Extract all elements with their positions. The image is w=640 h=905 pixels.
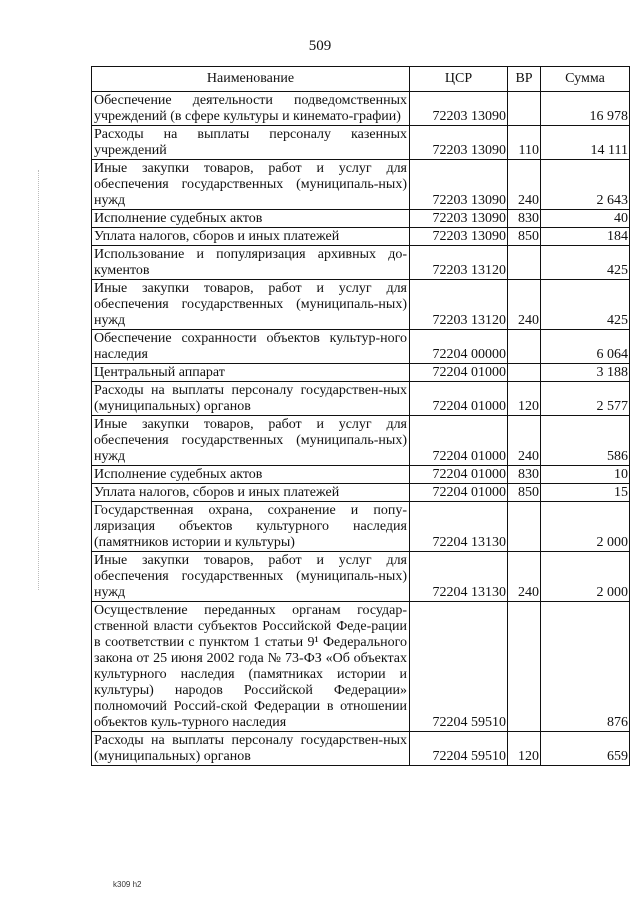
cell-sum: 40 bbox=[541, 210, 630, 228]
cell-sum: 2 000 bbox=[541, 552, 630, 602]
cell-sum: 6 064 bbox=[541, 330, 630, 364]
cell-name: Использование и популяризация архивных до-кументов bbox=[92, 246, 410, 280]
cell-csr: 72203 13090 bbox=[410, 92, 508, 126]
cell-vr bbox=[508, 330, 541, 364]
cell-sum: 2 000 bbox=[541, 502, 630, 552]
cell-sum: 876 bbox=[541, 602, 630, 732]
cell-vr bbox=[508, 364, 541, 382]
cell-name: Государственная охрана, сохранение и попу-ляризация объектов культурного наследия (памятников истории и культуры) bbox=[92, 502, 410, 552]
column-header-csr: ЦСР bbox=[410, 67, 508, 92]
cell-vr bbox=[508, 502, 541, 552]
cell-csr: 72204 01000 bbox=[410, 416, 508, 466]
table-row bbox=[92, 732, 630, 766]
cell-sum: 425 bbox=[541, 246, 630, 280]
cell-vr: 830 bbox=[508, 210, 541, 228]
cell-vr bbox=[508, 602, 541, 732]
cell-vr: 850 bbox=[508, 228, 541, 246]
cell-sum: 10 bbox=[541, 466, 630, 484]
cell-sum: 659 bbox=[541, 732, 630, 766]
cell-name: Расходы на выплаты персоналу казенных учреждений bbox=[92, 126, 410, 160]
cell-vr: 850 bbox=[508, 484, 541, 502]
page-number: 509 bbox=[308, 38, 332, 54]
cell-name: Исполнение судебных актов bbox=[92, 466, 410, 484]
cell-vr: 240 bbox=[508, 416, 541, 466]
cell-name: Иные закупки товаров, работ и услуг для обеспечения государственных (муниципаль-ных) нужд bbox=[92, 416, 410, 466]
table-body bbox=[92, 92, 630, 766]
cell-csr: 72204 01000 bbox=[410, 484, 508, 502]
table-row bbox=[92, 210, 630, 228]
cell-sum: 16 978 bbox=[541, 92, 630, 126]
cell-vr: 240 bbox=[508, 160, 541, 210]
table-header-row bbox=[92, 67, 630, 92]
cell-csr: 72204 59510 bbox=[410, 732, 508, 766]
cell-name: Расходы на выплаты персоналу государствен-ных (муниципальных) органов bbox=[92, 732, 410, 766]
cell-csr: 72204 01000 bbox=[410, 466, 508, 484]
cell-vr bbox=[508, 246, 541, 280]
table-row bbox=[92, 602, 630, 732]
cell-name: Исполнение судебных актов bbox=[92, 210, 410, 228]
table-row bbox=[92, 330, 630, 364]
cell-name: Осуществление переданных органам государ-ственной власти субъектов Российской Феде-рации в соответствии с пунктом 1 статьи 9¹ Федерального закона от 25 июня 2002 года № 73-ФЗ «Об объектах культурного наследия (памятниках истории и культуры) народов Российской Федерации» полномочий Россий-ской Федерации в отношении объектов куль-турного наследия bbox=[92, 602, 410, 732]
cell-sum: 425 bbox=[541, 280, 630, 330]
cell-vr bbox=[508, 92, 541, 126]
cell-name: Обеспечение деятельности подведомственных учреждений (в сфере культуры и кинемато-графии) bbox=[92, 92, 410, 126]
cell-sum: 15 bbox=[541, 484, 630, 502]
cell-csr: 72203 13120 bbox=[410, 246, 508, 280]
cell-sum: 2 577 bbox=[541, 382, 630, 416]
cell-name: Обеспечение сохранности объектов культур-ного наследия bbox=[92, 330, 410, 364]
cell-sum: 184 bbox=[541, 228, 630, 246]
cell-name: Уплата налогов, сборов и иных платежей bbox=[92, 484, 410, 502]
cell-csr: 72204 13130 bbox=[410, 552, 508, 602]
table-row bbox=[92, 382, 630, 416]
cell-vr: 120 bbox=[508, 382, 541, 416]
footer-code: k309 h2 bbox=[113, 880, 142, 889]
cell-sum: 14 111 bbox=[541, 126, 630, 160]
cell-name: Центральный аппарат bbox=[92, 364, 410, 382]
cell-vr: 120 bbox=[508, 732, 541, 766]
cell-csr: 72203 13090 bbox=[410, 160, 508, 210]
cell-csr: 72204 00000 bbox=[410, 330, 508, 364]
table-row bbox=[92, 92, 630, 126]
cell-name: Иные закупки товаров, работ и услуг для обеспечения государственных (муниципаль-ных) нужд bbox=[92, 280, 410, 330]
table-row bbox=[92, 126, 630, 160]
table-row bbox=[92, 466, 630, 484]
cell-csr: 72204 59510 bbox=[410, 602, 508, 732]
cell-csr: 72204 13130 bbox=[410, 502, 508, 552]
cell-vr: 830 bbox=[508, 466, 541, 484]
cell-sum: 2 643 bbox=[541, 160, 630, 210]
table-row bbox=[92, 160, 630, 210]
cell-name: Иные закупки товаров, работ и услуг для обеспечения государственных (муниципаль-ных) нужд bbox=[92, 552, 410, 602]
cell-sum: 586 bbox=[541, 416, 630, 466]
table-row bbox=[92, 552, 630, 602]
cell-name: Иные закупки товаров, работ и услуг для обеспечения государственных (муниципаль-ных) нужд bbox=[92, 160, 410, 210]
cell-sum: 3 188 bbox=[541, 364, 630, 382]
column-header-sum: Сумма bbox=[541, 67, 630, 92]
margin-dotted-marks bbox=[38, 170, 41, 590]
cell-name: Уплата налогов, сборов и иных платежей bbox=[92, 228, 410, 246]
cell-csr: 72203 13090 bbox=[410, 126, 508, 160]
cell-vr: 240 bbox=[508, 280, 541, 330]
table-row bbox=[92, 364, 630, 382]
cell-csr: 72203 13120 bbox=[410, 280, 508, 330]
table-row bbox=[92, 228, 630, 246]
cell-csr: 72203 13090 bbox=[410, 210, 508, 228]
column-header-name: Наименование bbox=[92, 67, 410, 92]
table-row bbox=[92, 502, 630, 552]
column-header-vr: ВР bbox=[508, 67, 541, 92]
table-row bbox=[92, 280, 630, 330]
cell-name: Расходы на выплаты персоналу государствен-ных (муниципальных) органов bbox=[92, 382, 410, 416]
table-row bbox=[92, 246, 630, 280]
cell-csr: 72204 01000 bbox=[410, 364, 508, 382]
cell-vr: 110 bbox=[508, 126, 541, 160]
cell-csr: 72203 13090 bbox=[410, 228, 508, 246]
table-row bbox=[92, 484, 630, 502]
table-row bbox=[92, 416, 630, 466]
cell-csr: 72204 01000 bbox=[410, 382, 508, 416]
budget-table bbox=[91, 66, 630, 766]
cell-vr: 240 bbox=[508, 552, 541, 602]
